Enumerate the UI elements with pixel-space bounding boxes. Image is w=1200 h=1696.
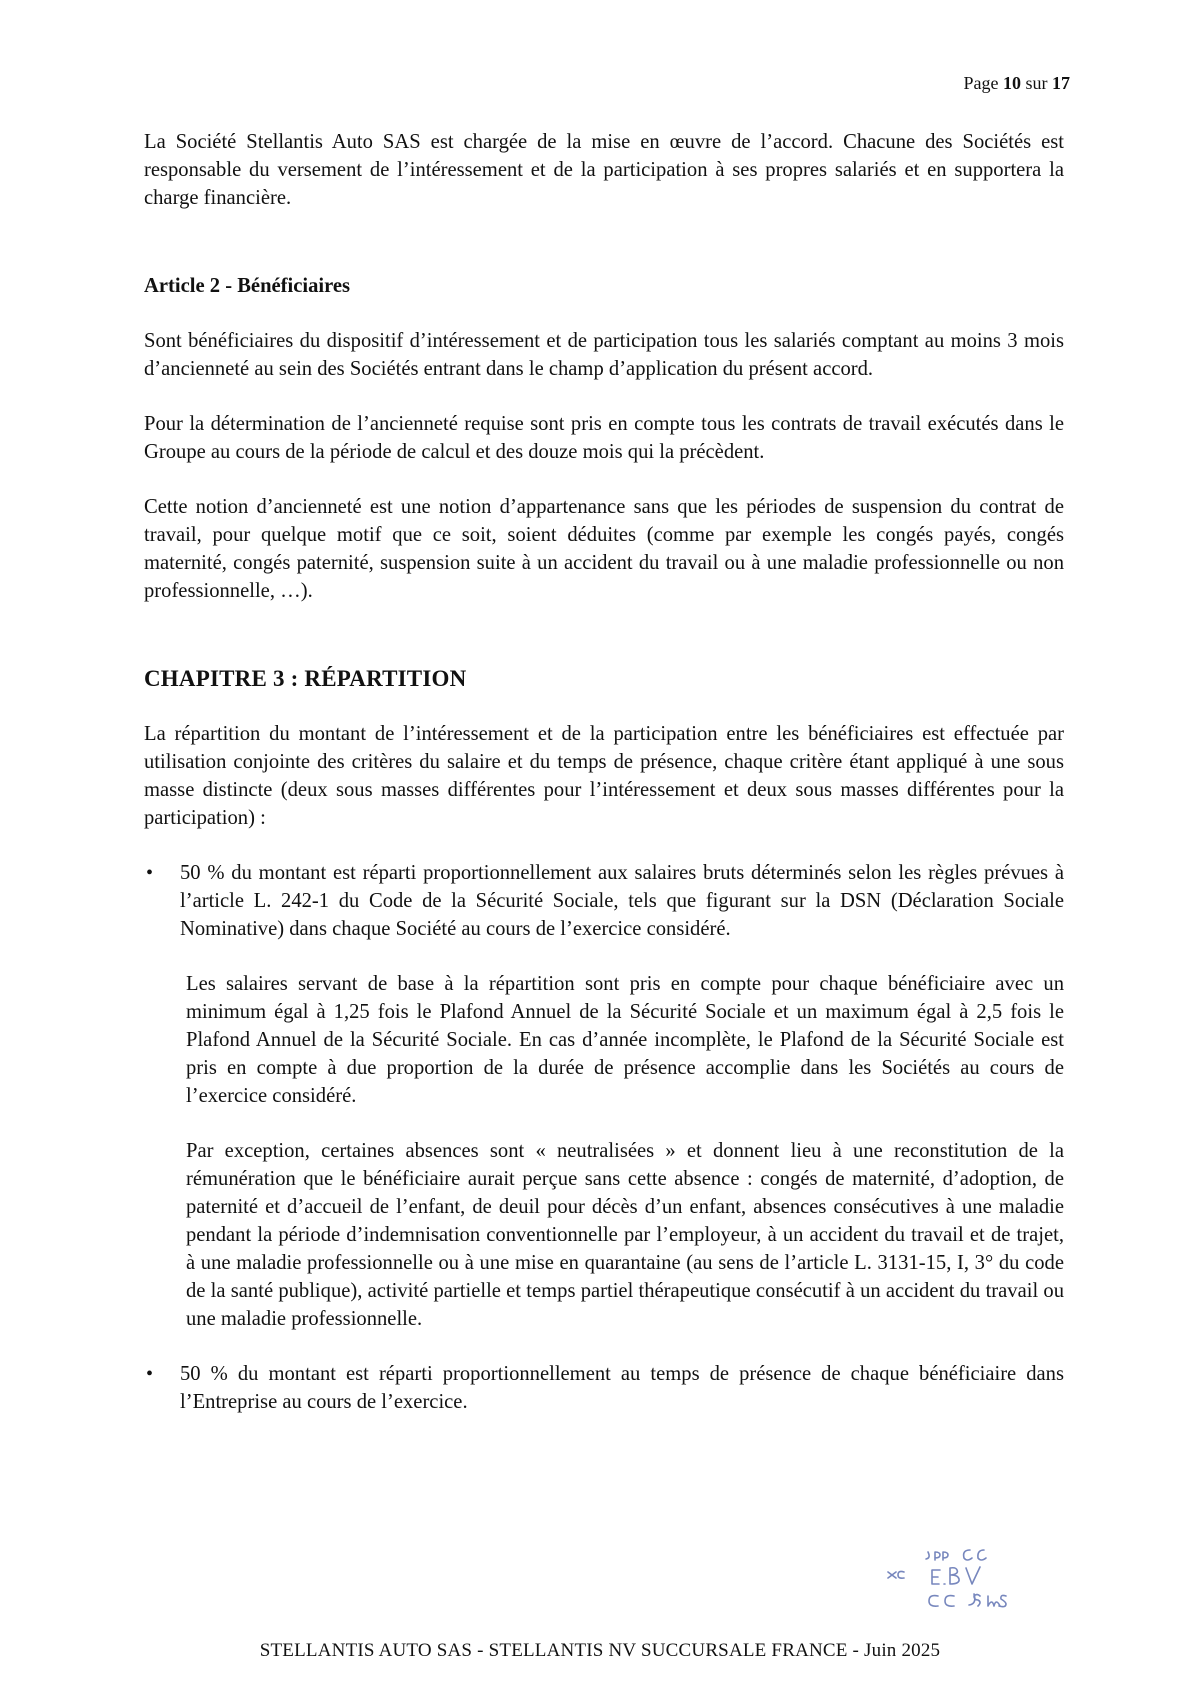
bullet-icon: • — [146, 862, 154, 884]
page-footer: STELLANTIS AUTO SAS - STELLANTIS NV SUCCURSALE FRANCE - Juin 2025 — [259, 1640, 941, 1661]
bullet-2-text: 50 % du montant est réparti proportionnellement au temps de présence de chaque bénéficiaire dans l’Entreprise au cours de l’exercice. — [180, 1363, 1064, 1413]
article-2-paragraph-3: Cette notion d’ancienneté est une notion d’appartenance sans que les périodes de suspension du contrat de travail, pour quelque motif que ce soit, soient déduites (comme par exemple les congés payés, congés maternité, congés paternité, suspension suite à un accident du travail ou à une maladie professionnelle ou non professionnelle, …). — [144, 496, 1064, 602]
article-2-paragraph-2: Pour la détermination de l’ancienneté requise sont pris en compte tous les contrats de travail exécutés dans le Groupe au cours de la période de calcul et des douze mois qui la précèdent. — [144, 413, 1064, 463]
page-current: 10 — [1003, 73, 1021, 93]
page-number — [964, 73, 1071, 94]
bullet-1-subparagraph-2: Par exception, certaines absences sont « neutralisées » et donnent lieu à une reconstitution de la rémunération que le bénéficiaire aurait perçue sans cette absence : congés de maternité, d’adoption, de paternité et d’accueil de l’enfant, de deuil pour décès d’un enfant, absences consécutives à une maladie pendant la période d’indemnisation conventionnelle par l’employeur, à un accident du travail et de trajet, à une maladie professionnelle ou à une mise en quarantaine (au sens de l’article L. 3131-15, I, 3° du code de la santé publique), activité partielle et temps partiel thérapeutique consécutif à un accident du travail ou une maladie professionnelle. — [186, 1140, 1064, 1330]
distribution-list — [144, 859, 1064, 1416]
page-separator: sur — [1025, 73, 1048, 93]
handwritten-initials — [880, 1530, 1040, 1620]
intro-paragraph: La Société Stellantis Auto SAS est chargée de la mise en œuvre de l’accord. Chacune des Sociétés est responsable du versement de l’intéressement et de la participation à ses propres salariés et en supportera la charge financière. — [144, 131, 1064, 209]
chapter-3-intro: La répartition du montant de l’intéressement et de la participation entre les bénéficiaires est effectuée par utilisation conjointe des critères du salaire et du temps de présence, chaque critère étant appliqué à une sous masse distincte (deux sous masses différentes pour l’intéressement et deux sous masses différentes pour la participation) : — [144, 723, 1064, 829]
page-prefix: Page — [963, 73, 999, 93]
bullet-icon: • — [146, 1363, 154, 1385]
article-2-title: Article 2 - Bénéficiaires — [144, 275, 351, 297]
bullet-1-subparagraph-1: Les salaires servant de base à la répartition sont pris en compte pour chaque bénéficiaire avec un minimum égal à 1,25 fois le Plafond Annuel de la Sécurité Sociale et un maximum égal à 2,5 fois le Plafond Annuel de la Sécurité Sociale. En cas d’année incomplète, le Plafond de la Sécurité Sociale est pris en compte à due proportion de la durée de présence accomplie dans les Sociétés au cours de l’exercice considéré. — [186, 973, 1064, 1107]
article-2-paragraph-1: Sont bénéficiaires du dispositif d’intéressement et de participation tous les salariés comptant au moins 3 mois d’ancienneté au sein des Sociétés entrant dans le champ d’application du présent accord. — [144, 330, 1064, 380]
chapter-3-title: CHAPITRE 3 : RÉPARTITION — [144, 666, 467, 691]
page-total: 17 — [1052, 73, 1070, 93]
list-item — [144, 859, 1064, 1333]
document-body — [144, 128, 1064, 1416]
bullet-1-text: 50 % du montant est réparti proportionnellement aux salaires bruts déterminés selon les règles prévues à l’article L. 242-1 du Code de la Sécurité Sociale, tels que figurant sur la DSN (Déclaration Sociale Nominative) dans chaque Société au cours de l’exercice considéré. — [180, 862, 1064, 940]
list-item — [144, 1360, 1064, 1416]
